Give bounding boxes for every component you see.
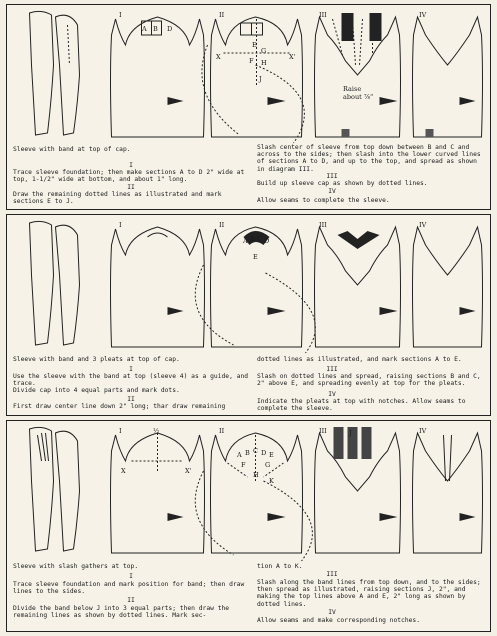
label-half: ½ (153, 427, 160, 435)
panel1-right-iii: III (326, 173, 338, 180)
panel1-right-iv: IV (328, 188, 336, 195)
diagram-label-iii: III (319, 427, 327, 435)
label-h: H (261, 59, 267, 67)
label-h: H (253, 471, 259, 479)
panel2-left-i: I (129, 366, 133, 373)
panel-sleeve-band (6, 4, 491, 210)
panel3-right-iii-text: Slash along the band lines from top down, and to the sides; then spread as illustrated, raising sections J, 2", and making the top lines above A and E, 2" long as shown by dotted lines. (257, 579, 485, 608)
panel2-left-ii: II (127, 396, 135, 403)
label-d: D (264, 237, 270, 245)
panel2-left-i-text: Use the sleeve with the band at top (sleeve 4) as a guide, and trace. Divide cap into 4 equal parts and mark dots. (13, 373, 249, 395)
panel3-right-iv-text: Allow seams and make corresponding notches. (257, 617, 421, 624)
label-j: J (259, 75, 262, 83)
raise-note: Raise about ⅞" (343, 85, 374, 101)
diagram-label-iv: IV (419, 427, 427, 435)
panel2-right-iii: III (326, 366, 338, 373)
label-f: F (241, 461, 246, 469)
label-a: A (243, 237, 248, 245)
panel3-right-iv: IV (328, 609, 336, 616)
label-b: B (250, 235, 255, 243)
label-b: B (153, 25, 158, 33)
label-g: G (265, 461, 271, 469)
panel1-left-i-text: Trace sleeve foundation; then make sections A to D 2" wide at top, 1-1/2" wide at bottom, and about 1" long. (13, 169, 249, 184)
panel3-diagrams (7, 421, 490, 566)
panel1-right-iii-text: Build up sleeve cap as shown by dotted lines. (257, 180, 428, 187)
diagram-label-ii: II (219, 427, 225, 435)
diagram-label-ii: II (219, 221, 225, 229)
panel1-right-text: Slash center of sleeve from top down between B and C and across to the sides; then slash into the lower curved lines of sections A to D, and up to the top, and spread as shown in diagram III. (257, 144, 485, 173)
label-a: A (142, 25, 147, 33)
panel3-left-ii: II (127, 597, 135, 604)
label-e: E (252, 41, 257, 49)
panel2-left-ii-text: First draw center line down 2" long; thar draw remaining (13, 403, 226, 410)
panel3-right-text: tion A to K. (257, 563, 303, 570)
panel3-left-ii-text: Divide the band below J into 3 equal parts; then draw the remaining lines as shown by dotted lines. Mark sec- (13, 605, 233, 620)
panel1-left-i: I (129, 162, 133, 169)
panel2-right-iv: IV (328, 391, 336, 398)
label-x: X (121, 467, 126, 475)
panel2-caption: Sleeve with band and 3 pleats at top of cap. (13, 356, 180, 363)
label-x-prime: X' (289, 53, 296, 61)
label-x: X (216, 53, 221, 61)
label-b: B (245, 449, 250, 457)
panel1-left-ii: II (127, 184, 135, 191)
panel-sleeve-slash-gathers (6, 420, 491, 632)
diagram-label-iv: IV (419, 221, 427, 229)
panel-sleeve-band-pleats (6, 214, 491, 416)
label-j: J (349, 429, 352, 437)
label-k: K (269, 477, 274, 485)
label-c: C (257, 235, 262, 243)
panel1-diagrams (7, 5, 490, 145)
label-d: D (261, 449, 267, 457)
diagram-label-i: I (119, 427, 122, 435)
diagram-label-i: I (119, 11, 122, 19)
diagram-label-iv: IV (419, 11, 427, 19)
panel1-right-iv-text: Allow seams to complete the sleeve. (257, 197, 390, 204)
diagram-label-iii: III (319, 221, 327, 229)
panel3-right-iii: III (326, 571, 338, 578)
label-f: F (249, 57, 254, 65)
diagram-label-i: I (119, 221, 122, 229)
panel2-diagrams (7, 215, 490, 355)
label-g: G (261, 47, 267, 55)
diagram-label-iii: III (319, 11, 327, 19)
label-c: C (253, 447, 258, 455)
label-e: E (253, 253, 258, 261)
diagram-label-ii: II (219, 11, 225, 19)
label-d: D (167, 25, 173, 33)
panel1-caption: Sleeve with band at top of cap. (13, 146, 131, 153)
panel1-left-ii-text: Draw the remaining dotted lines as illustrated and mark sections E to J. (13, 191, 226, 206)
panel2-right-text: dotted lines as illustrated, and mark sections A to E. (257, 356, 462, 363)
panel2-right-iii-text: Slash on dotted lines and spread, raising sections B and C, 2" above E, and spreading evenly at top for the pleats. (257, 373, 485, 388)
panel3-caption: Sleeve with slash gathers at top. (13, 563, 139, 570)
panel3-left-i-text: Trace sleeve foundation and mark position for band; then draw lines to the sides. (13, 581, 249, 596)
panel2-right-iv-text: Indicate the pleats at top with notches. Allow seams to complete the sleeve. (257, 398, 470, 413)
panel3-left-i: I (129, 573, 133, 580)
label-e: E (269, 451, 274, 459)
label-x-prime: X' (185, 467, 192, 475)
label-a: A (237, 451, 242, 459)
